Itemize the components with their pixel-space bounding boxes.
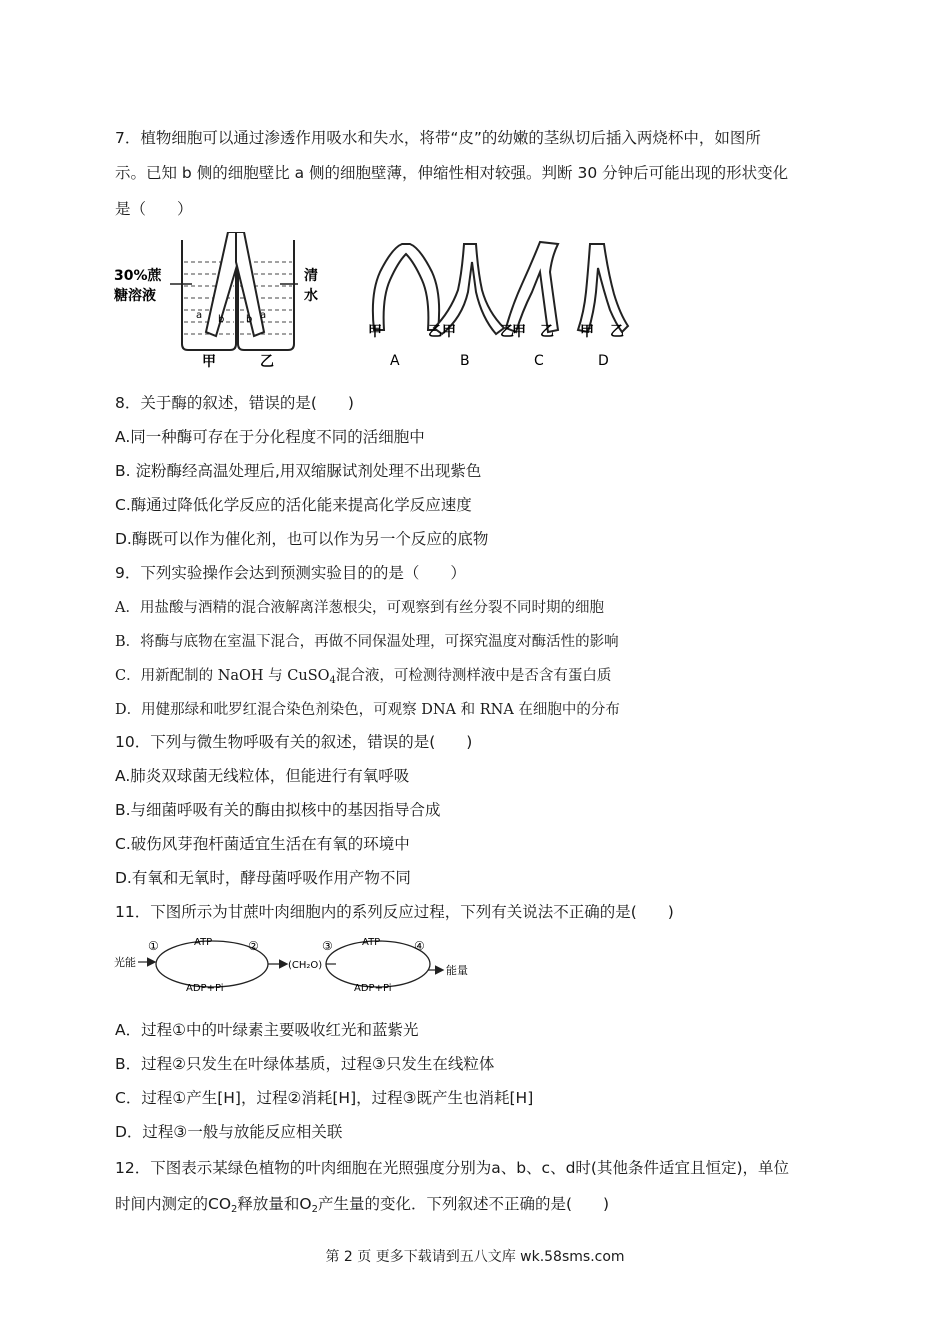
option-a-shape bbox=[373, 244, 439, 330]
q8-option-c: C.酶通过降低化学反应的活化能来提高化学反应速度 bbox=[115, 496, 472, 514]
q7-option-letter: A bbox=[390, 353, 400, 369]
q9-option-d: D．用健那绿和吡罗红混合染色剂染色，可观察 DNA 和 RNA 在细胞中的分布 bbox=[115, 702, 620, 718]
q11-figure bbox=[112, 934, 482, 1002]
page-footer: 第 2 页 更多下载请到五八文库 wk.58sms.com bbox=[325, 1249, 625, 1265]
q7-beaker-label-yi: 乙 bbox=[260, 354, 274, 370]
q7-label-b-right: b bbox=[246, 314, 253, 325]
q7-stem-line2: 示。已知 b 侧的细胞壁比 a 侧的细胞壁薄，伸缩性相对较强。判断 30 分钟后可能出现的形状变化 bbox=[115, 164, 789, 182]
q7-label-sucrose-2: 糖溶液 bbox=[114, 288, 156, 304]
q8-option-b: B. 淀粉酶经高温处理后,用双缩脲试剂处理不出现紫色 bbox=[115, 462, 482, 480]
q7-side-label: 甲 bbox=[368, 324, 382, 340]
q11-energy-label: 能量 bbox=[446, 964, 468, 977]
q11-process-4-marker: ④ bbox=[414, 939, 425, 953]
q9-stem: 9．下列实验操作会达到预测实验目的的是（ ） bbox=[115, 564, 466, 582]
q9-option-c-pre: C．用新配制的 NaOH 与 CuSO bbox=[115, 668, 330, 684]
q7-side-label: 甲 bbox=[580, 324, 594, 340]
q12-line2-c: 产生量的变化．下列叙述不正确的是( ) bbox=[317, 1195, 610, 1213]
q7-stem-line1: 7．植物细胞可以通过渗透作用吸水和失水，将带“皮”的幼嫩的茎纵切后插入两烧杯中，如图所 bbox=[115, 129, 761, 147]
q7-option-letter: B bbox=[460, 353, 470, 369]
option-c-shape bbox=[506, 242, 558, 332]
q7-label-b-left: b bbox=[218, 314, 225, 325]
q11-process-3-marker: ③ bbox=[322, 939, 333, 953]
q10-option-c: C.破伤风芽孢杆菌适宜生活在有氧的环境中 bbox=[115, 835, 410, 853]
q9-option-c bbox=[115, 666, 611, 691]
q10-stem: 10．下列与微生物呼吸有关的叙述，错误的是( ) bbox=[115, 733, 473, 751]
q9-option-a: A．用盐酸与酒精的混合液解离洋葱根尖，可观察到有丝分裂不同时期的细胞 bbox=[115, 600, 604, 616]
q11-stem: 11．下图所示为甘蔗叶肉细胞内的系列反应过程，下列有关说法不正确的是( ) bbox=[115, 903, 674, 921]
q12-line2-sub2: 2 bbox=[311, 1204, 318, 1215]
q7-figure bbox=[112, 232, 632, 372]
q7-option-letter: D bbox=[598, 353, 609, 369]
q7-side-label: 甲 bbox=[512, 324, 526, 340]
q12-line2-a: 时间内测定的CO bbox=[115, 1195, 232, 1213]
q7-label-a-right: a bbox=[260, 310, 267, 321]
q11-option-c: C．过程①产生[H]，过程②消耗[H]，过程③既产生也消耗[H] bbox=[115, 1089, 534, 1107]
q8-option-a: A.同一种酶可存在于分化程度不同的活细胞中 bbox=[115, 428, 425, 446]
q11-option-b: B．过程②只发生在叶绿体基质，过程③只发生在线粒体 bbox=[115, 1055, 495, 1073]
q11-atp-label-2: ATP bbox=[362, 937, 381, 948]
q12-stem-line2 bbox=[115, 1194, 609, 1220]
q8-stem: 8．关于酶的叙述，错误的是( ) bbox=[115, 394, 354, 412]
q7-label-water-2: 水 bbox=[304, 288, 318, 304]
q8-option-d: D.酶既可以作为催化剂，也可以作为另一个反应的底物 bbox=[115, 530, 489, 548]
option-b-shape bbox=[434, 244, 504, 334]
q9-option-c-sub: 4 bbox=[329, 675, 336, 686]
q11-process-1-marker: ① bbox=[148, 939, 159, 953]
q10-option-d: D.有氧和无氧时，酵母菌呼吸作用产物不同 bbox=[115, 869, 411, 887]
q7-stem-line3: 是（ ） bbox=[115, 200, 193, 218]
q7-option-letter: C bbox=[534, 353, 544, 369]
q7-label-a-left: a bbox=[196, 310, 203, 321]
q11-option-d: D．过程③一般与放能反应相关联 bbox=[115, 1123, 343, 1141]
q7-side-label: 乙 bbox=[428, 324, 442, 340]
q12-line2-b: 释放量和O bbox=[237, 1195, 312, 1213]
q11-adp-label-2: ADP+Pi bbox=[354, 983, 392, 994]
q7-side-label: 乙 bbox=[610, 324, 624, 340]
q7-label-water-1: 清 bbox=[304, 268, 318, 284]
q11-process-2-marker: ② bbox=[248, 939, 259, 953]
option-d-shape bbox=[578, 244, 628, 332]
q12-line2-sub1: 2 bbox=[231, 1204, 238, 1215]
q11-option-a: A．过程①中的叶绿素主要吸收红光和蓝紫光 bbox=[115, 1021, 419, 1039]
q9-option-c-post: 混合液，可检测待测样液中是否含有蛋白质 bbox=[335, 668, 612, 684]
q10-option-a: A.肺炎双球菌无线粒体，但能进行有氧呼吸 bbox=[115, 767, 410, 785]
q12-stem-line1: 12．下图表示某绿色植物的叶肉细胞在光照强度分别为a、b、c、d时(其他条件适宜且恒定)，单位 bbox=[115, 1159, 790, 1177]
q7-side-label: 乙 bbox=[540, 324, 554, 340]
q7-side-label: 乙 bbox=[500, 324, 514, 340]
q7-beaker-label-jia: 甲 bbox=[202, 354, 216, 370]
q11-atp-label-1: ATP bbox=[194, 937, 213, 948]
q11-adp-label-1: ADP+Pi bbox=[186, 983, 224, 994]
q11-ch2o-label: (CH₂O) bbox=[288, 960, 323, 971]
q7-label-sucrose-1: 30%蔗 bbox=[114, 268, 162, 284]
q11-light-energy-label: 光能 bbox=[114, 956, 136, 969]
q10-option-b: B.与细菌呼吸有关的酶由拟核中的基因指导合成 bbox=[115, 801, 441, 819]
q7-side-label: 甲 bbox=[442, 324, 456, 340]
q9-option-b: B．将酶与底物在室温下混合，再做不同保温处理，可探究温度对酶活性的影响 bbox=[115, 634, 619, 650]
